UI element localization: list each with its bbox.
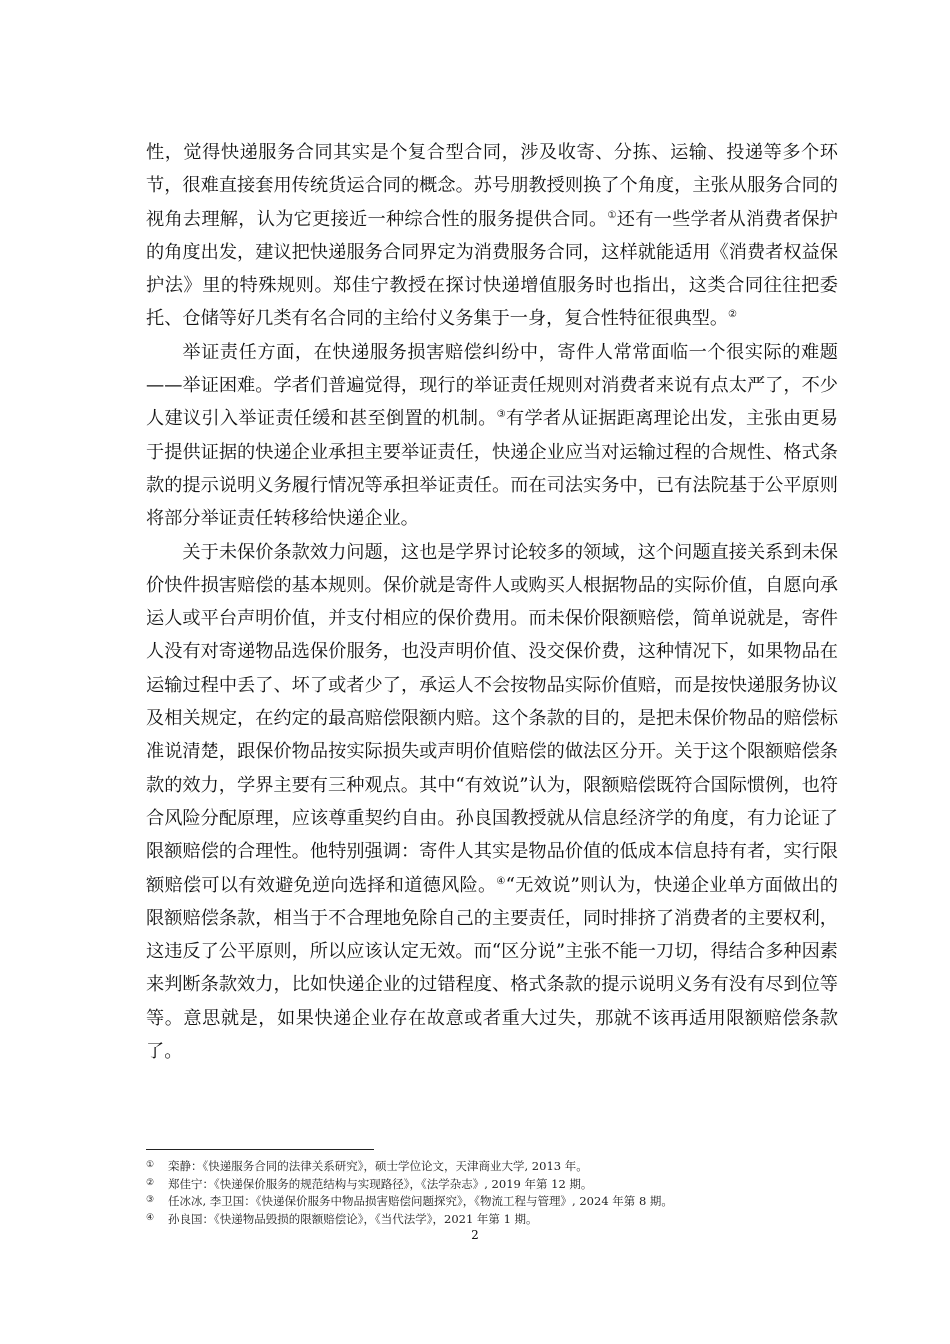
footnote-ref-4[interactable]: ④ — [496, 875, 506, 887]
footnote-ref-2[interactable]: ② — [728, 309, 737, 321]
paragraph-text: 关于未保价条款效力问题，这也是学界讨论较多的领域，这个问题直接关系到未保价快件损害赔偿的基本规则。保价就是寄件人或购买人根据物品的实际价值，自愿向承运人或平台声明价值，并支付相应的保价费用。而未保价限额赔偿，简单说就是，寄件人没有对寄递物品选保价服务，也没声明价值、没交保价费，这种情况下，如果物品在运输过程中丢了、坏了或者少了，承运人不会按物品实际价值赔，而是按快递服务协议及相关规定，在约定的最高赔偿限额内赔。这个条款的目的，是把未保价物品的赔偿标准说清楚，跟保价物品按实际损失或声明价值赔偿的做法区分开。关于这个限额赔偿条款的效力，学界主要有三种观点。其中“有效说”认为，限额赔偿既符合国际惯例，也符合风险分配原理，应该尊重契约自由。孙良国教授就从信息经济学的角度，有力论证了限额赔偿的合理性。他特别强调：寄件人其实是物品价值的低成本信息持有者，实行限额赔偿可以有效避免逆向选择和道德风险。 — [146, 541, 838, 896]
footnote-text: 栾静：《快递服务合同的法律关系研究》，硕士学位论文，天津商业大学, 2013 年。 — [168, 1159, 588, 1173]
footnote-ref-1[interactable]: ① — [607, 209, 617, 221]
paragraph-text: 有学者从证据距离理论出发，主张由更易于提供证据的快递企业承担主要举证责任，快递企业应当对运输过程的合规性、格式条款的提示说明义务履行情况等承担举证责任。而在司法实务中，已有法院基于公平原则将部分举证责任转移给快递企业。 — [146, 408, 838, 530]
paragraph-uninsured-clause — [146, 536, 838, 1069]
page-number: 2 — [471, 1228, 479, 1242]
paragraph-contract-nature — [146, 136, 838, 336]
footnote-2 — [146, 1176, 838, 1194]
footnote-text: 孙良国：《快递物品毁损的限额赔偿论》，《当代法学》，2021 年第 1 期。 — [168, 1211, 538, 1226]
paragraph-text: 性，觉得快递服务合同其实是个复合型合同，涉及收寄、分拣、运输、投递等多个环节，很难直接套用传统货运合同的概念。苏号朋教授则换了个角度，主张从服务合同的视角去理解，认为它更接近一种综合性的服务提供合同。 — [146, 142, 838, 230]
footnote-text: 任冰冰, 李卫国：《快递保价服务中物品损害赔偿问题探究》，《物流工程与管理》, 2024 年第 8 期。 — [168, 1194, 673, 1208]
paragraph-text: “无效说”则认为，快递企业单方面做出的限额赔偿条款，相当于不合理地免除自己的主要责任，同时排挤了消费者的主要权利，这违反了公平原则，所以应该认定无效。而“区分说”主张不能一刀切，得结合多种因素来判断条款效力，比如快递企业的过错程度、格式条款的提示说明义务有没有尽到位等等。意思就是，如果快递企业存在故意或者重大过失，那就不该再适用限额赔偿条款了。 — [146, 874, 838, 1063]
footnote-1 — [146, 1158, 838, 1176]
paragraph-text: 还有一些学者从消费者保护的角度出发，建议把快递服务合同界定为消费服务合同，这样就能适用《消费者权益保护法》里的特殊规则。郑佳宁教授在探讨快递增值服务时也指出，这类合同往往把委托、仓储等好几类有名合同的主给付义务集于一身，复合性特征很典型。 — [146, 208, 838, 330]
footnotes — [146, 1158, 838, 1228]
footnote-mark: ② — [146, 1177, 155, 1188]
footnote-mark: ④ — [146, 1212, 155, 1223]
body-text — [146, 136, 838, 1068]
footnote-mark: ① — [146, 1160, 155, 1170]
footnote-mark: ③ — [146, 1195, 155, 1205]
paragraph-text: 举证责任方面，在快递服务损害赔偿纠纷中，寄件人常常面临一个很实际的难题——举证困难。学者们普遍觉得，现行的举证责任规则对消费者来说有点太严了，不少人建议引入举证责任缓和甚至倒置的机制。 — [146, 341, 838, 430]
footnote-ref-3[interactable]: ③ — [496, 409, 506, 421]
footnote-3 — [146, 1193, 838, 1211]
paragraph-burden-of-proof — [146, 336, 838, 536]
footnote-separator — [146, 1149, 374, 1150]
footnote-text: 郑佳宁：《快递保价服务的规范结构与实现路径》，《法学杂志》, 2019 年第 12 期。 — [168, 1176, 593, 1191]
footnote-4 — [146, 1211, 838, 1229]
